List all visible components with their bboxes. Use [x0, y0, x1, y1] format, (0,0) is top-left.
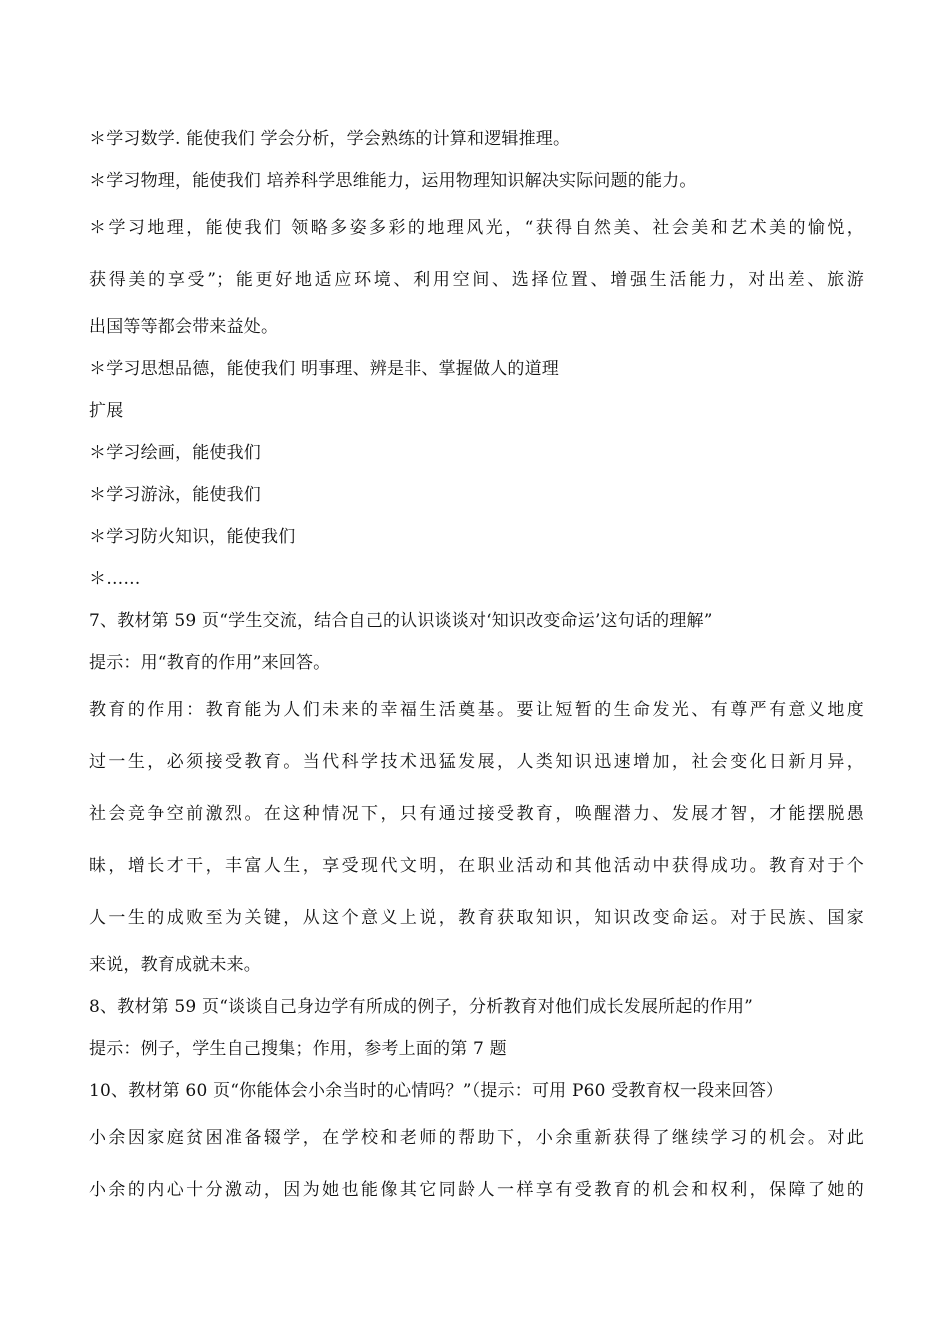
- text-line: ＊……: [89, 569, 141, 589]
- text-line: ＊学习物理，能使我们 培养科学思维能力，运用物理知识解决实际问题的能力。: [89, 171, 697, 191]
- text-line: ＊学习思想品德，能使我们 明事理、辨是非、掌握做人的道理: [89, 359, 560, 379]
- text-line: ＊学习数学. 能使我们 学会分析，学会熟练的计算和逻辑推理。: [89, 129, 571, 149]
- text-line: 小余因家庭贫困准备辍学，在学校和老师的帮助下，小余重新获得了继续学习的机会。对此: [89, 1128, 864, 1148]
- text-line: 7、教材第 59 页“学生交流，结合自己的认识谈谈对‘知识改变命运’这句话的理解”: [89, 611, 713, 631]
- text-line: 人一生的成败至为关键，从这个意义上说，教育获取知识，知识改变命运。对于民族、国家: [89, 908, 864, 928]
- text-line: 提示：用“教育的作用”来回答。: [89, 653, 331, 673]
- text-line: 8、教材第 59 页“谈谈自己身边学有所成的例子，分析教育对他们成长发展所起的作用”: [89, 997, 754, 1017]
- text-line: 教育的作用：教育能为人们未来的幸福生活奠基。要让短暂的生命发光、有尊严有意义地度: [89, 700, 864, 720]
- document-page: [89, 118, 864, 1216]
- text-line: 昧，增长才干，丰富人生，享受现代文明，在职业活动和其他活动中获得成功。教育对于个: [89, 856, 864, 876]
- text-line: 扩展: [89, 401, 124, 421]
- text-line: ＊学习防火知识，能使我们: [89, 527, 296, 547]
- text-line: 获得美的享受”；能更好地适应环境、利用空间、选择位置、增强生活能力，对出差、旅游: [89, 270, 864, 290]
- text-line: 过一生，必须接受教育。当代科学技术迅猛发展，人类知识迅速增加，社会变化日新月异，: [89, 752, 864, 772]
- text-line: 出国等等都会带来益处。: [89, 317, 279, 337]
- text-line: 10、教材第 60 页“你能体会小余当时的心情吗？”（提示：可用 P60 受教育权一段来回答）: [89, 1081, 784, 1101]
- text-line: 小余的内心十分激动，因为她也能像其它同龄人一样享有受教育的机会和权利，保障了她的: [89, 1180, 864, 1200]
- text-line: ＊学习游泳，能使我们: [89, 485, 261, 505]
- text-line: 来说，教育成就未来。: [89, 955, 261, 975]
- text-line: 提示：例子，学生自己搜集；作用，参考上面的第 7 题: [89, 1039, 507, 1059]
- text-line: 社会竞争空前激烈。在这种情况下，只有通过接受教育，唤醒潜力、发展才智，才能摆脱愚: [89, 804, 864, 824]
- text-line: ＊学习地理，能使我们 领略多姿多彩的地理风光，“获得自然美、社会美和艺术美的愉悦，: [89, 218, 864, 238]
- text-line: ＊学习绘画，能使我们: [89, 443, 261, 463]
